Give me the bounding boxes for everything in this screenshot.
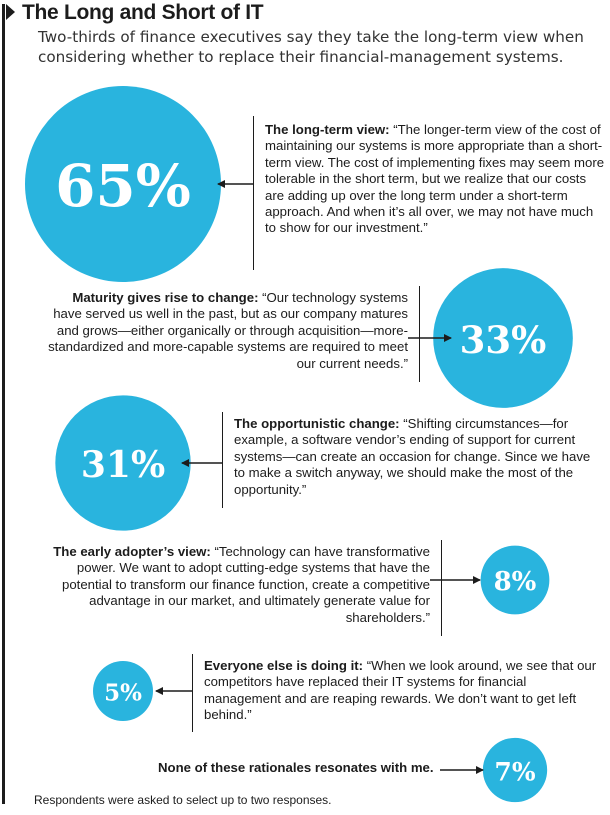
response-heading: The long-term view: [265, 122, 390, 137]
response-opportunistic [222, 412, 604, 508]
response-heading: The opportunistic change: [234, 416, 400, 431]
bubble-label: 33% [459, 318, 547, 362]
response-heading: The early adopter’s view: [53, 544, 211, 559]
response-text: “Shifting circumstances—for example, a software vendor’s ending of support for current systems—can create an occasion for change. Since we have to make a switch anyway, we should make the most of the opportunity.” [234, 416, 591, 497]
bubble-label: 8% [493, 567, 537, 597]
response-text: “Our technology systems have served us well in the past, but as our company matures and grows—either organically or through acquisition—more-standardized and more-capable systems are required to meet our current needs.” [48, 290, 408, 371]
bubble-label: 5% [104, 679, 142, 707]
response-maturity [48, 286, 420, 382]
response-text: “When we look around, we see that our competitors have replaced their IT systems for financial management and are reaping rewards. We don’t want to get left behind.” [204, 658, 597, 723]
response-early-adopter [46, 540, 442, 636]
response-heading: Everyone else is doing it: [204, 658, 364, 673]
bubble-label: 7% [494, 757, 536, 787]
response-text: “The longer-term view of the cost of maintaining our systems is more appropriate than a short-term view. The cost of implementing fixes may seem more tolerable in the short term, but we realize that our costs are adding up over the long term under a short-term approach. And when it’s all over, we may not have much to show for our investment.” [265, 122, 605, 236]
bubble-label: 31% [80, 444, 166, 486]
response-none: None of these rationales resonates with me. [158, 760, 434, 775]
bubble-label: 65% [55, 152, 191, 220]
page-subtitle: Two-thirds of finance executives say they take the long-term view when considering whether to replace their financial-management systems. [38, 28, 584, 66]
footnote: Respondents were asked to select up to two responses. [34, 793, 332, 807]
page-title: The Long and Short of IT [22, 1, 264, 24]
response-long-term [253, 116, 605, 270]
response-text: “Technology can have transformative power. We want to adopt cutting-edge systems that have the potential to transform our finance function, create a competitive advantage in our market, and ultimately generate value for shareholders.” [62, 544, 430, 625]
response-everyone-else [192, 654, 604, 732]
response-heading: Maturity gives rise to change: [72, 290, 259, 305]
